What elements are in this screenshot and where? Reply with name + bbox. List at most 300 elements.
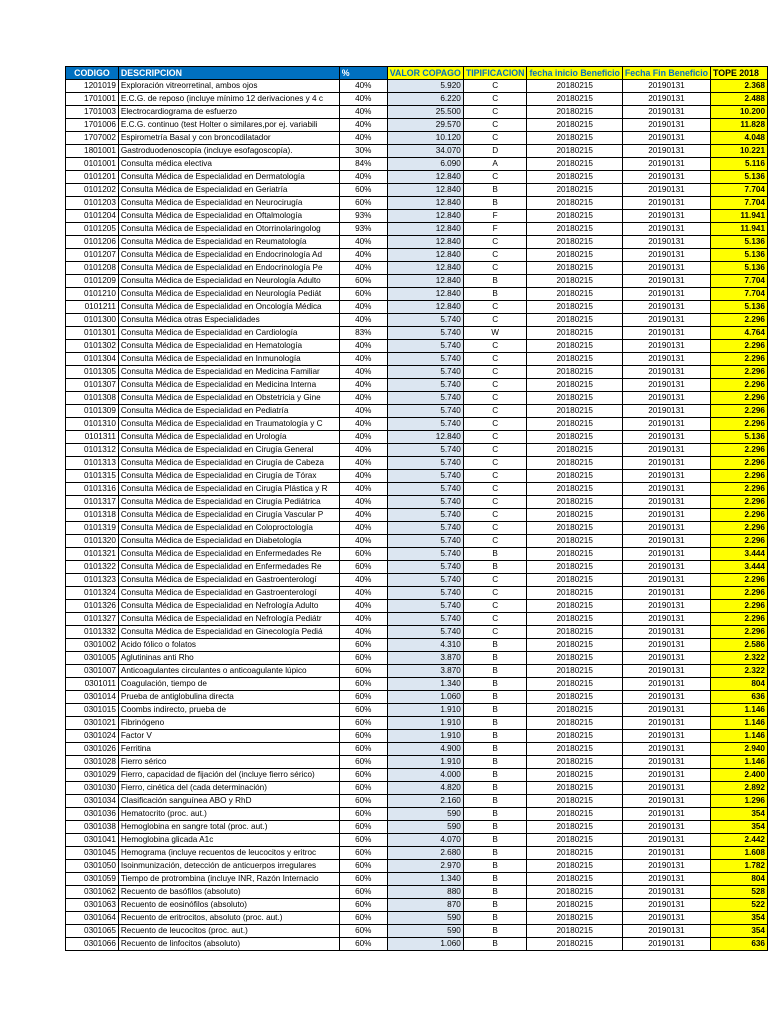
cell-codigo[interactable]: 0101322: [66, 561, 119, 574]
cell-fecha-inicio[interactable]: 20180215: [527, 119, 622, 132]
cell-pct[interactable]: 40%: [339, 379, 387, 392]
cell-pct[interactable]: 40%: [339, 574, 387, 587]
cell-pct[interactable]: 84%: [339, 158, 387, 171]
cell-tipificacion[interactable]: B: [463, 834, 527, 847]
cell-codigo[interactable]: 0301045: [66, 847, 119, 860]
cell-codigo[interactable]: 0101332: [66, 626, 119, 639]
cell-tipificacion[interactable]: C: [463, 613, 527, 626]
cell-codigo[interactable]: 0101311: [66, 431, 119, 444]
cell-valor-copago[interactable]: 3.870: [387, 665, 463, 678]
cell-codigo[interactable]: 1201019: [66, 80, 119, 93]
cell-descripcion[interactable]: Consulta Médica de Especialidad en Coloproctología: [118, 522, 339, 535]
cell-codigo[interactable]: 0301064: [66, 912, 119, 925]
cell-fecha-inicio[interactable]: 20180215: [527, 548, 622, 561]
cell-pct[interactable]: 40%: [339, 353, 387, 366]
cell-fecha-fin[interactable]: 20190131: [622, 132, 710, 145]
cell-valor-copago[interactable]: 4.070: [387, 834, 463, 847]
cell-pct[interactable]: 60%: [339, 847, 387, 860]
cell-fecha-inicio[interactable]: 20180215: [527, 158, 622, 171]
cell-codigo[interactable]: 0101319: [66, 522, 119, 535]
cell-descripcion[interactable]: Consulta Médica de Especialidad en Urología: [118, 431, 339, 444]
cell-codigo[interactable]: 0301030: [66, 782, 119, 795]
cell-descripcion[interactable]: Consulta Médica de Especialidad en Hematología: [118, 340, 339, 353]
cell-fecha-inicio[interactable]: 20180215: [527, 847, 622, 860]
cell-tope[interactable]: 2.296: [711, 353, 768, 366]
cell-pct[interactable]: 60%: [339, 938, 387, 951]
cell-codigo[interactable]: 0101313: [66, 457, 119, 470]
cell-tope[interactable]: 1.782: [711, 860, 768, 873]
cell-fecha-fin[interactable]: 20190131: [622, 379, 710, 392]
cell-pct[interactable]: 83%: [339, 327, 387, 340]
cell-pct[interactable]: 40%: [339, 587, 387, 600]
cell-tope[interactable]: 2.442: [711, 834, 768, 847]
cell-fecha-inicio[interactable]: 20180215: [527, 132, 622, 145]
cell-tope[interactable]: 2.296: [711, 314, 768, 327]
cell-fecha-fin[interactable]: 20190131: [622, 470, 710, 483]
cell-fecha-inicio[interactable]: 20180215: [527, 470, 622, 483]
cell-descripcion[interactable]: Consulta Médica de Especialidad en Nefrología Pediátr: [118, 613, 339, 626]
cell-tope[interactable]: 804: [711, 873, 768, 886]
cell-fecha-fin[interactable]: 20190131: [622, 925, 710, 938]
cell-valor-copago[interactable]: 5.740: [387, 626, 463, 639]
cell-fecha-fin[interactable]: 20190131: [622, 704, 710, 717]
cell-descripcion[interactable]: Espirometría Basal y con broncodilatador: [118, 132, 339, 145]
cell-fecha-inicio[interactable]: 20180215: [527, 613, 622, 626]
cell-codigo[interactable]: 0101321: [66, 548, 119, 561]
cell-fecha-inicio[interactable]: 20180215: [527, 392, 622, 405]
cell-descripcion[interactable]: Recuento de eosinófilos (absoluto): [118, 899, 339, 912]
cell-fecha-inicio[interactable]: 20180215: [527, 379, 622, 392]
cell-tipificacion[interactable]: A: [463, 158, 527, 171]
cell-fecha-inicio[interactable]: 20180215: [527, 301, 622, 314]
cell-valor-copago[interactable]: 29.570: [387, 119, 463, 132]
cell-descripcion[interactable]: Isoinmunización, detección de anticuerpos irregulares: [118, 860, 339, 873]
cell-tipificacion[interactable]: C: [463, 106, 527, 119]
cell-fecha-inicio[interactable]: 20180215: [527, 561, 622, 574]
cell-valor-copago[interactable]: 2.680: [387, 847, 463, 860]
cell-descripcion[interactable]: Tiempo de protrombina (incluye INR, Razón Internacio: [118, 873, 339, 886]
cell-tope[interactable]: 2.296: [711, 418, 768, 431]
cell-codigo[interactable]: 1701006: [66, 119, 119, 132]
cell-fecha-inicio[interactable]: 20180215: [527, 106, 622, 119]
cell-tope[interactable]: 2.296: [711, 470, 768, 483]
cell-descripcion[interactable]: Consulta Médica de Especialidad en Cirugía de Cabeza: [118, 457, 339, 470]
cell-codigo[interactable]: 0101326: [66, 600, 119, 613]
cell-tipificacion[interactable]: C: [463, 405, 527, 418]
cell-tipificacion[interactable]: B: [463, 938, 527, 951]
cell-fecha-inicio[interactable]: 20180215: [527, 444, 622, 457]
cell-descripcion[interactable]: Consulta médica electiva: [118, 158, 339, 171]
cell-tipificacion[interactable]: B: [463, 704, 527, 717]
cell-codigo[interactable]: 0101205: [66, 223, 119, 236]
cell-fecha-inicio[interactable]: 20180215: [527, 93, 622, 106]
cell-pct[interactable]: 60%: [339, 834, 387, 847]
cell-fecha-fin[interactable]: 20190131: [622, 600, 710, 613]
cell-codigo[interactable]: 0101207: [66, 249, 119, 262]
cell-descripcion[interactable]: Fierro, cinética del (cada determinación): [118, 782, 339, 795]
cell-descripcion[interactable]: Consulta Médica de Especialidad en Cirugía Plástica y R: [118, 483, 339, 496]
cell-fecha-fin[interactable]: 20190131: [622, 665, 710, 678]
cell-tipificacion[interactable]: C: [463, 418, 527, 431]
header-fecha-inicio[interactable]: fecha inicio Beneficio: [527, 67, 622, 80]
cell-tipificacion[interactable]: B: [463, 782, 527, 795]
cell-descripcion[interactable]: Consulta Médica de Especialidad en Neurología Adulto: [118, 275, 339, 288]
cell-tope[interactable]: 2.400: [711, 769, 768, 782]
cell-tipificacion[interactable]: C: [463, 249, 527, 262]
cell-pct[interactable]: 40%: [339, 392, 387, 405]
cell-descripcion[interactable]: Recuento de leucocitos (proc. aut.): [118, 925, 339, 938]
cell-tipificacion[interactable]: C: [463, 171, 527, 184]
cell-fecha-inicio[interactable]: 20180215: [527, 665, 622, 678]
cell-valor-copago[interactable]: 1.910: [387, 704, 463, 717]
cell-tope[interactable]: 2.296: [711, 574, 768, 587]
cell-valor-copago[interactable]: 1.910: [387, 717, 463, 730]
cell-codigo[interactable]: 1701003: [66, 106, 119, 119]
header-pct[interactable]: %: [339, 67, 387, 80]
cell-valor-copago[interactable]: 3.870: [387, 652, 463, 665]
cell-pct[interactable]: 40%: [339, 483, 387, 496]
cell-fecha-fin[interactable]: 20190131: [622, 353, 710, 366]
cell-descripcion[interactable]: Consulta Médica de Especialidad en Oncología Médica: [118, 301, 339, 314]
cell-fecha-fin[interactable]: 20190131: [622, 496, 710, 509]
cell-valor-copago[interactable]: 5.740: [387, 379, 463, 392]
cell-pct[interactable]: 60%: [339, 925, 387, 938]
cell-codigo[interactable]: 0101300: [66, 314, 119, 327]
cell-fecha-fin[interactable]: 20190131: [622, 119, 710, 132]
cell-descripcion[interactable]: Ferritina: [118, 743, 339, 756]
cell-codigo[interactable]: 0301059: [66, 873, 119, 886]
cell-fecha-fin[interactable]: 20190131: [622, 587, 710, 600]
cell-descripcion[interactable]: Consulta Médica otras Especialidades: [118, 314, 339, 327]
cell-tope[interactable]: 2.296: [711, 600, 768, 613]
cell-tope[interactable]: 5.136: [711, 301, 768, 314]
cell-fecha-inicio[interactable]: 20180215: [527, 782, 622, 795]
cell-tipificacion[interactable]: C: [463, 392, 527, 405]
cell-fecha-fin[interactable]: 20190131: [622, 171, 710, 184]
cell-fecha-fin[interactable]: 20190131: [622, 93, 710, 106]
cell-tope[interactable]: 2.296: [711, 535, 768, 548]
cell-codigo[interactable]: 1801001: [66, 145, 119, 158]
cell-descripcion[interactable]: Consulta Médica de Especialidad en Medicina Interna: [118, 379, 339, 392]
cell-valor-copago[interactable]: 590: [387, 925, 463, 938]
cell-pct[interactable]: 60%: [339, 808, 387, 821]
cell-tope[interactable]: 636: [711, 938, 768, 951]
cell-tipificacion[interactable]: B: [463, 275, 527, 288]
cell-pct[interactable]: 40%: [339, 340, 387, 353]
cell-fecha-fin[interactable]: 20190131: [622, 847, 710, 860]
cell-descripcion[interactable]: Consulta Médica de Especialidad en Medicina Familiar: [118, 366, 339, 379]
cell-tipificacion[interactable]: F: [463, 210, 527, 223]
cell-fecha-inicio[interactable]: 20180215: [527, 860, 622, 873]
cell-fecha-fin[interactable]: 20190131: [622, 223, 710, 236]
cell-codigo[interactable]: 0101315: [66, 470, 119, 483]
cell-fecha-inicio[interactable]: 20180215: [527, 405, 622, 418]
cell-tope[interactable]: 2.296: [711, 379, 768, 392]
cell-tipificacion[interactable]: C: [463, 93, 527, 106]
cell-codigo[interactable]: 0101327: [66, 613, 119, 626]
cell-fecha-inicio[interactable]: 20180215: [527, 795, 622, 808]
cell-valor-copago[interactable]: 12.840: [387, 210, 463, 223]
cell-fecha-fin[interactable]: 20190131: [622, 145, 710, 158]
cell-tipificacion[interactable]: B: [463, 821, 527, 834]
cell-descripcion[interactable]: Acido fólico o folatos: [118, 639, 339, 652]
cell-tipificacion[interactable]: C: [463, 509, 527, 522]
cell-tipificacion[interactable]: B: [463, 561, 527, 574]
cell-tope[interactable]: 2.586: [711, 639, 768, 652]
cell-pct[interactable]: 40%: [339, 301, 387, 314]
cell-fecha-inicio[interactable]: 20180215: [527, 522, 622, 535]
cell-codigo[interactable]: 0101202: [66, 184, 119, 197]
cell-valor-copago[interactable]: 12.840: [387, 236, 463, 249]
cell-descripcion[interactable]: Prueba de antiglobulina directa: [118, 691, 339, 704]
cell-tope[interactable]: 2.296: [711, 587, 768, 600]
cell-codigo[interactable]: 0101206: [66, 236, 119, 249]
cell-descripcion[interactable]: E.C.G. de reposo (incluye mínimo 12 derivaciones y 4 c: [118, 93, 339, 106]
cell-fecha-inicio[interactable]: 20180215: [527, 262, 622, 275]
cell-tope[interactable]: 7.704: [711, 184, 768, 197]
cell-valor-copago[interactable]: 5.740: [387, 405, 463, 418]
cell-fecha-inicio[interactable]: 20180215: [527, 691, 622, 704]
cell-tope[interactable]: 354: [711, 808, 768, 821]
cell-fecha-inicio[interactable]: 20180215: [527, 418, 622, 431]
cell-tope[interactable]: 4.764: [711, 327, 768, 340]
cell-fecha-fin[interactable]: 20190131: [622, 717, 710, 730]
cell-tipificacion[interactable]: B: [463, 860, 527, 873]
cell-descripcion[interactable]: Consulta Médica de Especialidad en Oftalmología: [118, 210, 339, 223]
cell-valor-copago[interactable]: 5.740: [387, 444, 463, 457]
cell-tope[interactable]: 2.296: [711, 496, 768, 509]
cell-descripcion[interactable]: Consulta Médica de Especialidad en Cirugía de Tórax: [118, 470, 339, 483]
cell-fecha-fin[interactable]: 20190131: [622, 327, 710, 340]
cell-pct[interactable]: 60%: [339, 561, 387, 574]
cell-fecha-fin[interactable]: 20190131: [622, 899, 710, 912]
cell-tipificacion[interactable]: C: [463, 496, 527, 509]
cell-descripcion[interactable]: Consulta Médica de Especialidad en Gastroenterologí: [118, 587, 339, 600]
cell-pct[interactable]: 40%: [339, 496, 387, 509]
cell-tope[interactable]: 7.704: [711, 197, 768, 210]
cell-codigo[interactable]: 0301029: [66, 769, 119, 782]
cell-fecha-inicio[interactable]: 20180215: [527, 730, 622, 743]
cell-pct[interactable]: 40%: [339, 613, 387, 626]
cell-tope[interactable]: 2.296: [711, 613, 768, 626]
cell-tipificacion[interactable]: C: [463, 600, 527, 613]
cell-fecha-inicio[interactable]: 20180215: [527, 340, 622, 353]
cell-fecha-fin[interactable]: 20190131: [622, 236, 710, 249]
cell-descripcion[interactable]: Factor V: [118, 730, 339, 743]
cell-valor-copago[interactable]: 5.740: [387, 574, 463, 587]
cell-pct[interactable]: 40%: [339, 470, 387, 483]
cell-pct[interactable]: 60%: [339, 717, 387, 730]
cell-codigo[interactable]: 0101323: [66, 574, 119, 587]
cell-fecha-fin[interactable]: 20190131: [622, 158, 710, 171]
cell-fecha-fin[interactable]: 20190131: [622, 821, 710, 834]
cell-tipificacion[interactable]: C: [463, 587, 527, 600]
cell-tipificacion[interactable]: C: [463, 119, 527, 132]
cell-codigo[interactable]: 0101203: [66, 197, 119, 210]
cell-pct[interactable]: 40%: [339, 119, 387, 132]
cell-codigo[interactable]: 0301024: [66, 730, 119, 743]
cell-fecha-fin[interactable]: 20190131: [622, 678, 710, 691]
cell-descripcion[interactable]: E.C.G. continuo (test Holter o similares,por ej. variabili: [118, 119, 339, 132]
cell-pct[interactable]: 60%: [339, 184, 387, 197]
cell-fecha-inicio[interactable]: 20180215: [527, 717, 622, 730]
cell-descripcion[interactable]: Consulta Médica de Especialidad en Obstetricia y Gine: [118, 392, 339, 405]
cell-fecha-inicio[interactable]: 20180215: [527, 925, 622, 938]
cell-codigo[interactable]: 0101001: [66, 158, 119, 171]
cell-tope[interactable]: 10.221: [711, 145, 768, 158]
cell-fecha-fin[interactable]: 20190131: [622, 886, 710, 899]
cell-fecha-fin[interactable]: 20190131: [622, 756, 710, 769]
cell-tope[interactable]: 2.296: [711, 483, 768, 496]
cell-valor-copago[interactable]: 5.740: [387, 535, 463, 548]
cell-tipificacion[interactable]: B: [463, 652, 527, 665]
cell-fecha-fin[interactable]: 20190131: [622, 652, 710, 665]
cell-pct[interactable]: 60%: [339, 795, 387, 808]
cell-valor-copago[interactable]: 5.740: [387, 587, 463, 600]
cell-descripcion[interactable]: Consulta Médica de Especialidad en Traumatología y C: [118, 418, 339, 431]
cell-descripcion[interactable]: Consulta Médica de Especialidad en Enfermedades Re: [118, 548, 339, 561]
cell-valor-copago[interactable]: 5.740: [387, 613, 463, 626]
cell-tope[interactable]: 2.296: [711, 392, 768, 405]
cell-valor-copago[interactable]: 5.740: [387, 314, 463, 327]
cell-valor-copago[interactable]: 12.840: [387, 431, 463, 444]
cell-descripcion[interactable]: Gastroduodenoscopía (incluye esofagoscopía).: [118, 145, 339, 158]
cell-fecha-fin[interactable]: 20190131: [622, 561, 710, 574]
cell-fecha-fin[interactable]: 20190131: [622, 522, 710, 535]
cell-valor-copago[interactable]: 2.160: [387, 795, 463, 808]
cell-fecha-inicio[interactable]: 20180215: [527, 912, 622, 925]
cell-codigo[interactable]: 0301036: [66, 808, 119, 821]
cell-tope[interactable]: 3.444: [711, 561, 768, 574]
cell-fecha-fin[interactable]: 20190131: [622, 288, 710, 301]
cell-tipificacion[interactable]: B: [463, 184, 527, 197]
cell-descripcion[interactable]: Consulta Médica de Especialidad en Reumatología: [118, 236, 339, 249]
cell-valor-copago[interactable]: 4.000: [387, 769, 463, 782]
cell-tope[interactable]: 2.296: [711, 444, 768, 457]
cell-tope[interactable]: 2.296: [711, 366, 768, 379]
cell-valor-copago[interactable]: 12.840: [387, 262, 463, 275]
cell-descripcion[interactable]: Hemoglobina en sangre total (proc. aut.): [118, 821, 339, 834]
cell-pct[interactable]: 40%: [339, 249, 387, 262]
cell-codigo[interactable]: 0301005: [66, 652, 119, 665]
cell-pct[interactable]: 40%: [339, 418, 387, 431]
cell-pct[interactable]: 40%: [339, 600, 387, 613]
cell-tope[interactable]: 11.941: [711, 210, 768, 223]
cell-valor-copago[interactable]: 12.840: [387, 249, 463, 262]
cell-fecha-fin[interactable]: 20190131: [622, 912, 710, 925]
cell-tope[interactable]: 2.892: [711, 782, 768, 795]
cell-valor-copago[interactable]: 1.910: [387, 730, 463, 743]
cell-valor-copago[interactable]: 4.900: [387, 743, 463, 756]
cell-descripcion[interactable]: Consulta Médica de Especialidad en Diabetología: [118, 535, 339, 548]
cell-fecha-inicio[interactable]: 20180215: [527, 197, 622, 210]
header-tope[interactable]: TOPE 2018: [711, 67, 768, 80]
cell-valor-copago[interactable]: 34.070: [387, 145, 463, 158]
cell-valor-copago[interactable]: 590: [387, 912, 463, 925]
cell-fecha-inicio[interactable]: 20180215: [527, 899, 622, 912]
cell-tipificacion[interactable]: B: [463, 899, 527, 912]
cell-codigo[interactable]: 0101209: [66, 275, 119, 288]
cell-tipificacion[interactable]: C: [463, 132, 527, 145]
cell-fecha-inicio[interactable]: 20180215: [527, 756, 622, 769]
cell-tope[interactable]: 1.296: [711, 795, 768, 808]
cell-fecha-inicio[interactable]: 20180215: [527, 366, 622, 379]
cell-fecha-fin[interactable]: 20190131: [622, 535, 710, 548]
cell-fecha-fin[interactable]: 20190131: [622, 873, 710, 886]
cell-fecha-inicio[interactable]: 20180215: [527, 236, 622, 249]
cell-tipificacion[interactable]: B: [463, 912, 527, 925]
cell-fecha-inicio[interactable]: 20180215: [527, 483, 622, 496]
cell-pct[interactable]: 60%: [339, 756, 387, 769]
cell-tope[interactable]: 2.296: [711, 522, 768, 535]
cell-descripcion[interactable]: Coombs indirecto, prueba de: [118, 704, 339, 717]
cell-codigo[interactable]: 0301021: [66, 717, 119, 730]
cell-tipificacion[interactable]: B: [463, 743, 527, 756]
cell-tope[interactable]: 7.704: [711, 288, 768, 301]
cell-fecha-fin[interactable]: 20190131: [622, 743, 710, 756]
cell-codigo[interactable]: 0101317: [66, 496, 119, 509]
cell-fecha-fin[interactable]: 20190131: [622, 210, 710, 223]
cell-tipificacion[interactable]: B: [463, 730, 527, 743]
cell-tope[interactable]: 2.322: [711, 665, 768, 678]
cell-valor-copago[interactable]: 5.740: [387, 522, 463, 535]
cell-fecha-fin[interactable]: 20190131: [622, 275, 710, 288]
cell-valor-copago[interactable]: 870: [387, 899, 463, 912]
cell-pct[interactable]: 30%: [339, 145, 387, 158]
cell-pct[interactable]: 40%: [339, 93, 387, 106]
cell-pct[interactable]: 60%: [339, 743, 387, 756]
cell-codigo[interactable]: 1701001: [66, 93, 119, 106]
cell-codigo[interactable]: 0101208: [66, 262, 119, 275]
cell-tope[interactable]: 4.048: [711, 132, 768, 145]
cell-tipificacion[interactable]: B: [463, 678, 527, 691]
cell-tope[interactable]: 2.368: [711, 80, 768, 93]
cell-pct[interactable]: 60%: [339, 678, 387, 691]
cell-fecha-fin[interactable]: 20190131: [622, 691, 710, 704]
cell-codigo[interactable]: 1707002: [66, 132, 119, 145]
cell-pct[interactable]: 40%: [339, 431, 387, 444]
cell-fecha-inicio[interactable]: 20180215: [527, 821, 622, 834]
cell-tipificacion[interactable]: B: [463, 197, 527, 210]
cell-fecha-inicio[interactable]: 20180215: [527, 288, 622, 301]
cell-tope[interactable]: 10.200: [711, 106, 768, 119]
cell-valor-copago[interactable]: 12.840: [387, 184, 463, 197]
cell-pct[interactable]: 40%: [339, 106, 387, 119]
cell-pct[interactable]: 40%: [339, 457, 387, 470]
cell-fecha-inicio[interactable]: 20180215: [527, 743, 622, 756]
cell-fecha-inicio[interactable]: 20180215: [527, 275, 622, 288]
cell-fecha-inicio[interactable]: 20180215: [527, 171, 622, 184]
cell-tipificacion[interactable]: B: [463, 808, 527, 821]
cell-fecha-inicio[interactable]: 20180215: [527, 314, 622, 327]
cell-descripcion[interactable]: Consulta Médica de Especialidad en Ginecología Pediá: [118, 626, 339, 639]
cell-tipificacion[interactable]: C: [463, 80, 527, 93]
cell-codigo[interactable]: 0101310: [66, 418, 119, 431]
cell-codigo[interactable]: 0301041: [66, 834, 119, 847]
header-codigo[interactable]: CODIGO: [66, 67, 119, 80]
cell-fecha-inicio[interactable]: 20180215: [527, 431, 622, 444]
cell-codigo[interactable]: 0101304: [66, 353, 119, 366]
cell-fecha-inicio[interactable]: 20180215: [527, 223, 622, 236]
cell-pct[interactable]: 60%: [339, 288, 387, 301]
cell-descripcion[interactable]: Recuento de eritrocitos, absoluto (proc. aut.): [118, 912, 339, 925]
cell-pct[interactable]: 60%: [339, 639, 387, 652]
cell-fecha-fin[interactable]: 20190131: [622, 639, 710, 652]
cell-fecha-fin[interactable]: 20190131: [622, 626, 710, 639]
cell-fecha-fin[interactable]: 20190131: [622, 483, 710, 496]
cell-valor-copago[interactable]: 590: [387, 808, 463, 821]
cell-tipificacion[interactable]: C: [463, 457, 527, 470]
